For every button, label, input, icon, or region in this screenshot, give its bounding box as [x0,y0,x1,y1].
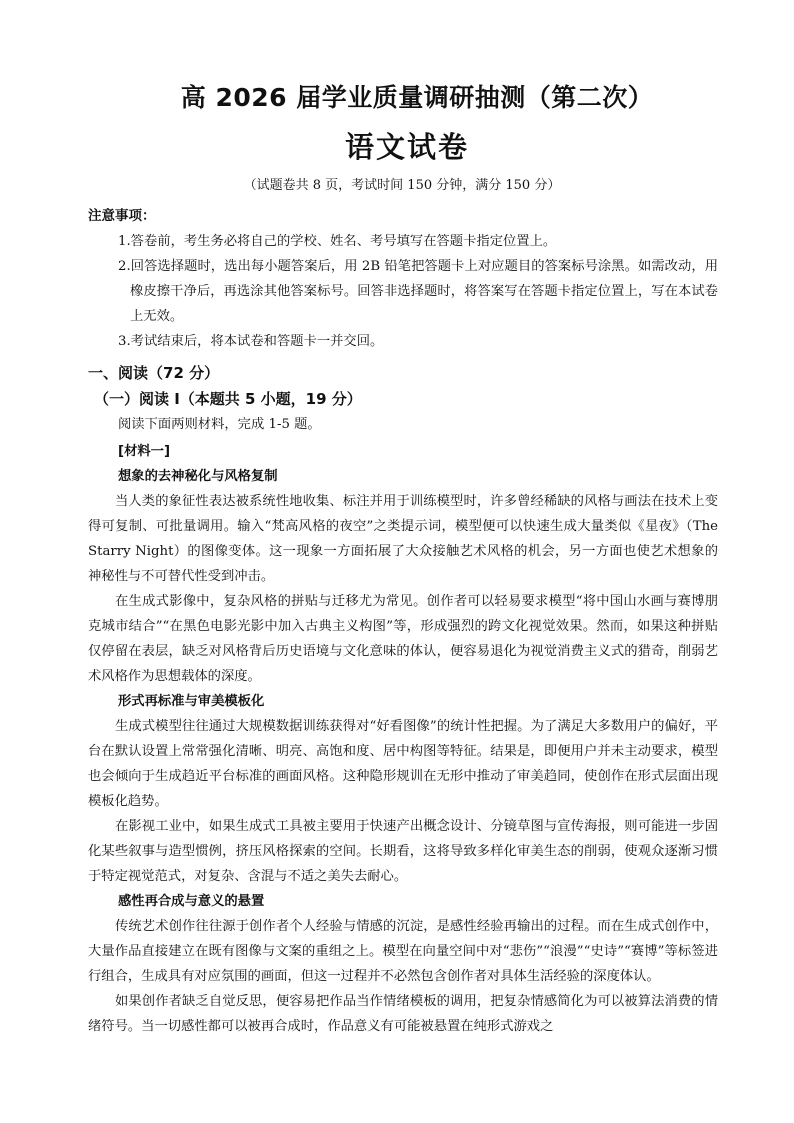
notice-item: 2.回答选择题时，选出每小题答案后，用 2B 铅笔把答题卡上对应题目的答案标号涂黑。如需改动，用橡皮擦干净后，再选涂其他答案标号。回答非选择题时，将答案写在答题卡指定位置上，写在本试卷上无效。 [118,259,718,324]
exam-content [88,202,718,1039]
subsection-heading: （一）阅读 I（本题共 5 小题，19 分） [94,390,362,408]
article-paragraph: 传统艺术创作往往源于创作者个人经验与情感的沉淀，是感性经验再输出的过程。而在生成式创作中，大量作品直接建立在既有图像与文案的重组之上。模型在向量空间中对“悲伤”“浪漫”“史诗”“赛博”等标签进行组合，生成具有对应氛围的画面，但这一过程并不必然包含创作者对具体生活经验的深度体认。 [88,919,718,984]
notice-item: 3.考试结束后，将本试卷和答题卡一并交回。 [118,334,384,349]
article-subheading: 想象的去神秘化与风格复制 [118,469,278,484]
article-paragraph: 生成式模型往往通过大规模数据训练获得对“好看图像”的统计性把握。为了满足大多数用户的偏好，平台在默认设置上常常强化清晰、明亮、高饱和度、居中构图等特征。结果是，即便用户并未主动要求，模型也会倾向于生成趋近平台标准的画面风格。这种隐形规训在无形中推动了审美趋同，使创作在形式层面出现模板化趋势。 [88,719,718,809]
article-subheading: 形式再标准与审美模板化 [118,694,265,709]
notice-heading: 注意事项： [88,208,156,224]
article-paragraph: 在影视工业中，如果生成式工具被主要用于快速产出概念设计、分镜草图与宣传海报，则可能进一步固化某些叙事与造型惯例，挤压风格探索的空间。长期看，这将导致多样化审美生态的削弱，使观众逐渐习惯于特定视觉范式，对复杂、含混与不适之美失去耐心。 [88,819,718,884]
article-paragraph: 如果创作者缺乏自觉反思，便容易把作品当作情绪模板的调用，把复杂情感简化为可以被算法消费的情绪符号。当一切感性都可以被再合成时，作品意义有可能被悬置在纯形式游戏之 [88,994,718,1034]
section-heading: 一、阅读（72 分） [88,364,220,382]
notice-item: 1.答卷前，考生务必将自己的学校、姓名、考号填写在答题卡指定位置上。 [118,234,557,249]
reading-instruction: 阅读下面两则材料，完成 1-5 题。 [118,417,321,432]
article-subheading: 感性再合成与意义的悬置 [118,894,265,909]
exam-title: 高 2026 届学业质量调研抽测（第二次） [180,83,654,112]
article-paragraph: 在生成式影像中，复杂风格的拼贴与迁移尤为常见。创作者可以轻易要求模型“将中国山水画与赛博朋克城市结合”“在黑色电影光影中加入古典主义构图”等，形成强烈的跨文化视觉效果。然而，如果这种拼贴仅停留在表层，缺乏对风格背后历史语境与文化意味的体认，便容易退化为视觉消费主义式的猎奇，削弱艺术风格作为思想载体的深度。 [88,594,718,684]
material-label: [材料一] [118,444,171,459]
exam-subject-title: 语文试卷 [344,130,469,164]
exam-info: （试题卷共 8 页，考试时间 150 分钟，满分 150 分） [243,178,561,193]
article-paragraph: 当人类的象征性表达被系统性地收集、标注并用于训练模型时，许多曾经稀缺的风格与画法在技术上变得可复制、可批量调用。输入“梵高风格的夜空”之类提示词，模型便可以快速生成大量类似《星夜》（The Starry Night）的图像变体。这一现象一方面拓展了大众接触艺术风格的机会，另一方面也使艺术想象的神秘性与不可替代性受到冲击。 [88,494,718,584]
